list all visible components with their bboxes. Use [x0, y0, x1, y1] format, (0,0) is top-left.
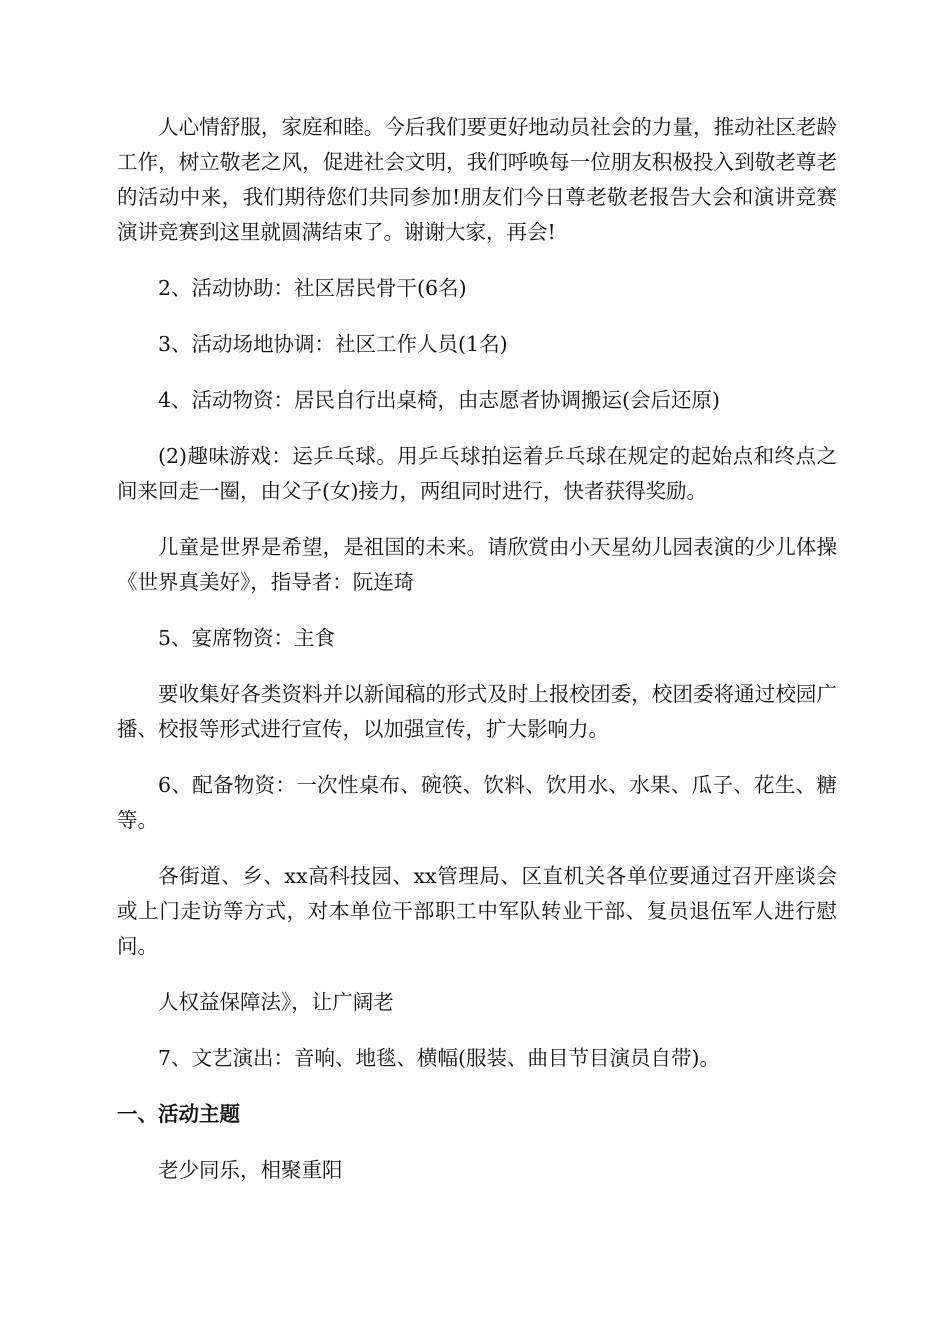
publicity-paragraph: 要收集好各类资料并以新闻稿的形式及时上报校团委，校团委将通过校园广播、校报等形式进行宣传，以加强宣传，扩大影响力。 [117, 682, 837, 741]
venue-coordination-item: 3、活动场地协调：社区工作人员(1名) [158, 332, 508, 356]
children-performance-paragraph: 儿童是世界是希望，是祖国的未来。请欣赏由小天星幼儿园表演的少儿体操《世界真美好》，指导者：阮连琦 [117, 535, 837, 594]
banquet-supplies-item: 5、宴席物资：主食 [158, 626, 336, 650]
activity-assistance-item: 2、活动协助：社区居民骨干(6名) [158, 276, 467, 300]
fun-game-paragraph: (2)趣味游戏：运乒乓球。用乒乓球拍运着乒乓球在规定的起始点和终点之间来回走一圈，由父子(女)接力，两组同时进行，快者获得奖励。 [117, 444, 837, 503]
performance-supplies-item: 7、文艺演出：音响、地毯、横幅(服装、曲目节目演员自带)。 [158, 1046, 721, 1070]
theme-paragraph: 老少同乐，相聚重阳 [158, 1158, 343, 1182]
document-body [117, 110, 837, 1209]
equipment-supplies-item: 6、配备物资：一次性桌布、碗筷、饮料、饮用水、水果、瓜子、花生、糖等。 [117, 773, 837, 832]
visit-paragraph: 各街道、乡、xx高科技园、xx管理局、区直机关各单位要通过召开座谈会或上门走访等方式，对本单位干部职工中军队转业干部、复员退伍军人进行慰问。 [117, 864, 837, 958]
section-heading: 一、活动主题 [117, 1102, 240, 1126]
activity-supplies-item: 4、活动物资：居民自行出桌椅，由志愿者协调搬运(会后还原) [158, 388, 721, 412]
closing-remarks-paragraph: 人心情舒服，家庭和睦。今后我们要更好地动员社会的力量，推动社区老龄工作，树立敬老之风，促进社会文明，我们呼唤每一位朋友积极投入到敬老尊老的活动中来，我们期待您们共同参加!朋友们今日尊老敬老报告大会和演讲竞赛演讲竞赛到这里就圆满结束了。谢谢大家，再会! [117, 115, 837, 244]
rights-fragment-paragraph: 人权益保障法》，让广阔老 [158, 990, 394, 1014]
